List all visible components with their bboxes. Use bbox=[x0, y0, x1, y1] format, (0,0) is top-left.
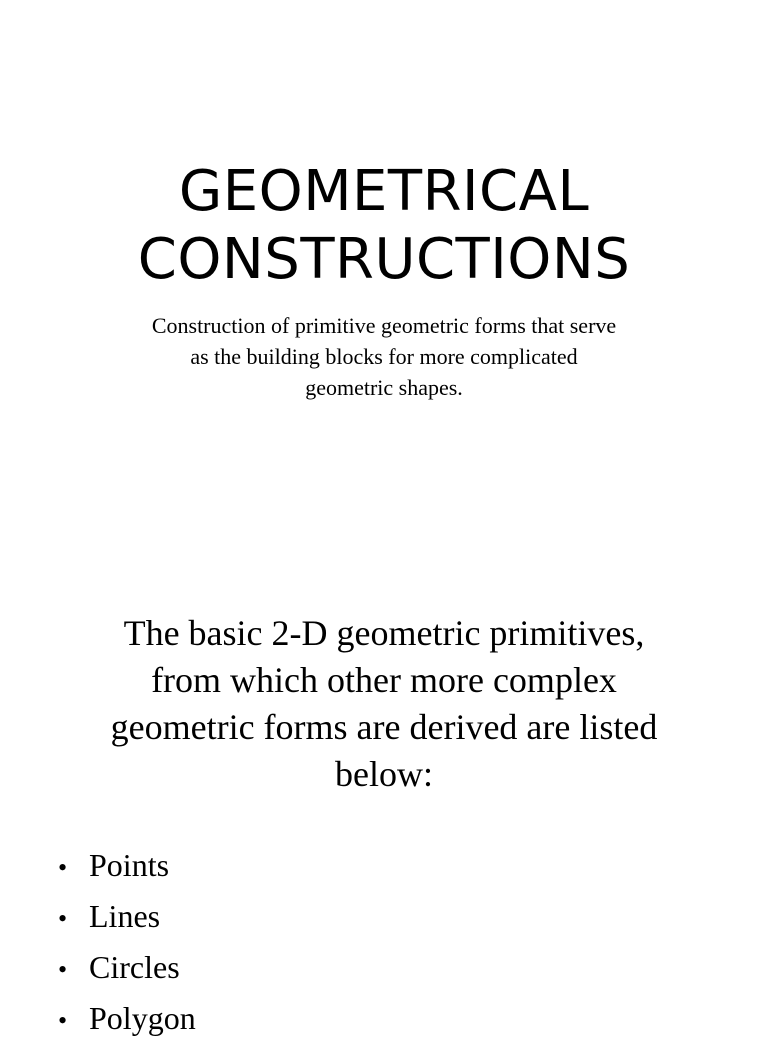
subtitle-line: as the building blocks for more complicated bbox=[190, 344, 578, 369]
primitives-list bbox=[58, 841, 196, 1045]
bullet-icon: • bbox=[58, 904, 68, 933]
bullet-icon: • bbox=[58, 1006, 68, 1035]
bullet-icon: • bbox=[58, 955, 68, 984]
title-line: CONSTRUCTIONS bbox=[137, 227, 631, 292]
subtitle-line: geometric shapes. bbox=[305, 375, 463, 400]
intro-line: from which other more complex bbox=[151, 660, 617, 700]
list-item-label: Polygon bbox=[89, 1000, 196, 1036]
list-item-label: Points bbox=[89, 847, 170, 883]
subtitle-line: Construction of primitive geometric forms that serve bbox=[151, 313, 617, 338]
intro-paragraph bbox=[40, 610, 728, 798]
slide-title bbox=[0, 158, 768, 294]
list-item bbox=[58, 994, 196, 1045]
intro-line: geometric forms are derived are listed bbox=[110, 707, 658, 747]
list-item bbox=[58, 943, 196, 994]
intro-line: The basic 2-D geometric primitives, bbox=[123, 613, 645, 653]
list-item bbox=[58, 892, 196, 943]
slide-subtitle bbox=[100, 310, 668, 403]
list-item bbox=[58, 841, 196, 892]
bullet-icon: • bbox=[58, 853, 68, 882]
intro-line: below: bbox=[335, 754, 433, 794]
title-line: GEOMETRICAL bbox=[178, 159, 590, 224]
list-item-label: Lines bbox=[89, 898, 161, 934]
list-item-label: Circles bbox=[89, 949, 180, 985]
